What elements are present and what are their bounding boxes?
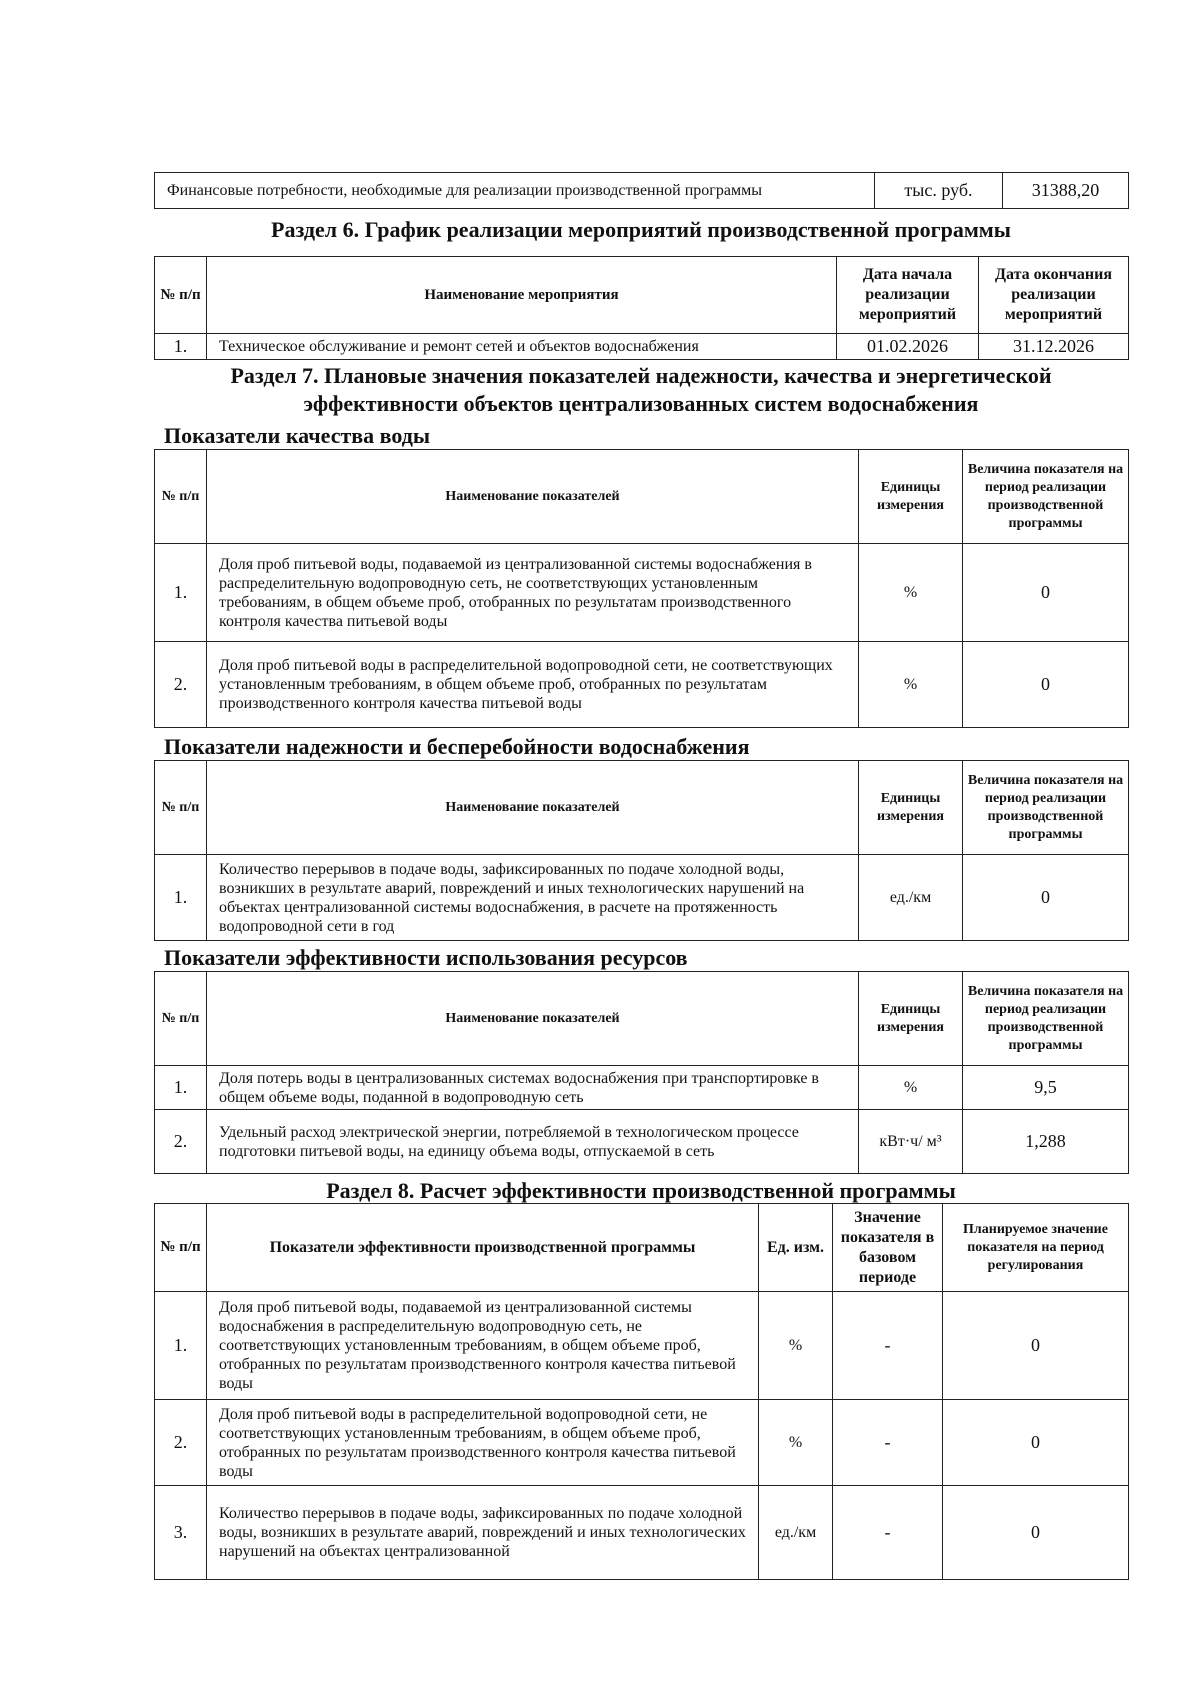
quality-subtitle: Показатели качества воды xyxy=(164,423,431,448)
s6-header-end: Дата окончания реализации мероприятий xyxy=(979,257,1129,334)
s8-row-unit: % xyxy=(759,1400,833,1486)
r-row-name: Количество перерывов в подаче воды, зафиксированных по подаче холодной воды, возникших в результате аварий, повреждений и иных технологических нарушений на объектах централизованной системы водоснабжения, в расчете на протяженность водопроводной сети в год xyxy=(207,855,859,941)
q-row-value: 0 xyxy=(963,642,1129,728)
reliability-subtitle: Показатели надежности и бесперебойности водоснабжения xyxy=(164,734,750,759)
s8-row-num: 1. xyxy=(155,1292,207,1400)
table-row xyxy=(155,1292,1129,1400)
e-row-unit: кВт·ч/ м³ xyxy=(859,1110,963,1174)
section8-title: Раздел 8. Расчет эффективности производственной программы xyxy=(326,1178,956,1203)
s8-row-name: Доля проб питьевой воды, подаваемой из централизованной системы водоснабжения в распределительную водопроводную сеть, не соответствующих установленным требованиям, в общем объеме проб, отобранных по результатам производственного контроля качества питьевой воды xyxy=(207,1292,759,1400)
q-header-value: Величина показателя на период реализации производственной программы xyxy=(963,450,1129,544)
e-header-num: № п/п xyxy=(155,972,207,1066)
e-header-name: Наименование показателей xyxy=(207,972,859,1066)
efficiency-table xyxy=(154,971,1129,1174)
table-row xyxy=(155,544,1129,642)
e-row-num: 1. xyxy=(155,1066,207,1110)
table-row xyxy=(155,855,1129,941)
q-row-unit: % xyxy=(859,544,963,642)
finance-unit: тыс. руб. xyxy=(875,173,1003,209)
s6-row-num: 1. xyxy=(155,334,207,360)
section8-table xyxy=(154,1203,1129,1580)
q-row-num: 1. xyxy=(155,544,207,642)
q-header-num: № п/п xyxy=(155,450,207,544)
table-row xyxy=(155,642,1129,728)
s8-row-name: Количество перерывов в подаче воды, зафиксированных по подаче холодной воды, возникших в результате аварий, повреждений и иных технологических нарушений на объектах централизованной xyxy=(207,1486,759,1580)
e-row-name: Доля потерь воды в централизованных системах водоснабжения при транспортировке в общем объеме воды, поданной в водопроводную сеть xyxy=(207,1066,859,1110)
s8-header-name: Показатели эффективности производственной программы xyxy=(207,1204,759,1292)
s8-row-name: Доля проб питьевой воды в распределительной водопроводной сети, не соответствующих установленным требованиям, в общем объеме проб, отобранных по результатам производственного контроля качества питьевой воды xyxy=(207,1400,759,1486)
q-row-unit: % xyxy=(859,642,963,728)
finance-table xyxy=(154,172,1129,209)
section7-title-line2: эффективности объектов централизованных систем водоснабжения xyxy=(303,391,979,416)
s8-row-base: - xyxy=(833,1486,943,1580)
section7-title-line1: Раздел 7. Плановые значения показателей надежности, качества и энергетической xyxy=(230,363,1052,388)
s6-header-start: Дата начала реализации мероприятий xyxy=(837,257,979,334)
s8-row-planned: 0 xyxy=(943,1292,1129,1400)
s8-header-unit: Ед. изм. xyxy=(759,1204,833,1292)
s8-row-num: 2. xyxy=(155,1400,207,1486)
s8-header-num: № п/п xyxy=(155,1204,207,1292)
efficiency-subtitle: Показатели эффективности использования ресурсов xyxy=(164,945,688,970)
s6-header-num: № п/п xyxy=(155,257,207,334)
e-row-num: 2. xyxy=(155,1110,207,1174)
s8-row-planned: 0 xyxy=(943,1400,1129,1486)
r-header-name: Наименование показателей xyxy=(207,761,859,855)
e-row-name: Удельный расход электрической энергии, потребляемой в технологическом процессе подготовки питьевой воды, на единицу объема воды, отпускаемой в сеть xyxy=(207,1110,859,1174)
table-row xyxy=(155,1110,1129,1174)
s8-row-base: - xyxy=(833,1292,943,1400)
q-row-num: 2. xyxy=(155,642,207,728)
s8-row-unit: % xyxy=(759,1292,833,1400)
s6-row-start: 01.02.2026 xyxy=(837,334,979,360)
section6-title: Раздел 6. График реализации мероприятий производственной программы xyxy=(271,217,1011,242)
table-row xyxy=(155,1066,1129,1110)
e-row-value: 9,5 xyxy=(963,1066,1129,1110)
s8-row-planned: 0 xyxy=(943,1486,1129,1580)
r-row-value: 0 xyxy=(963,855,1129,941)
e-row-unit: % xyxy=(859,1066,963,1110)
q-header-unit: Единицы измерения xyxy=(859,450,963,544)
e-header-unit: Единицы измерения xyxy=(859,972,963,1066)
section6-table xyxy=(154,256,1129,360)
e-header-value: Величина показателя на период реализации производственной программы xyxy=(963,972,1129,1066)
quality-table xyxy=(154,449,1129,728)
finance-label: Финансовые потребности, необходимые для реализации производственной программы xyxy=(155,173,875,209)
s6-row-end: 31.12.2026 xyxy=(979,334,1129,360)
s8-header-planned: Планируемое значение показателя на период регулирования xyxy=(943,1204,1129,1292)
r-row-num: 1. xyxy=(155,855,207,941)
r-header-num: № п/п xyxy=(155,761,207,855)
finance-value: 31388,20 xyxy=(1003,173,1129,209)
s8-row-num: 3. xyxy=(155,1486,207,1580)
q-row-name: Доля проб питьевой воды, подаваемой из централизованной системы водоснабжения в распределительную водопроводную сеть, не соответствующих установленным требованиям, в общем объеме проб, отобранных по результатам производственного контроля качества питьевой воды xyxy=(207,544,859,642)
r-row-unit: ед./км xyxy=(859,855,963,941)
table-row xyxy=(155,1400,1129,1486)
s8-header-base: Значение показателя в базовом периоде xyxy=(833,1204,943,1292)
e-row-value: 1,288 xyxy=(963,1110,1129,1174)
q-header-name: Наименование показателей xyxy=(207,450,859,544)
r-header-value: Величина показателя на период реализации производственной программы xyxy=(963,761,1129,855)
table-row xyxy=(155,1486,1129,1580)
s6-row-name: Техническое обслуживание и ремонт сетей и объектов водоснабжения xyxy=(207,334,837,360)
q-row-name: Доля проб питьевой воды в распределительной водопроводной сети, не соответствующих установленным требованиям, в общем объеме проб, отобранных по результатам производственного контроля качества питьевой воды xyxy=(207,642,859,728)
table-row xyxy=(155,334,1129,360)
reliability-table xyxy=(154,760,1129,941)
s8-row-unit: ед./км xyxy=(759,1486,833,1580)
r-header-unit: Единицы измерения xyxy=(859,761,963,855)
s6-header-name: Наименование мероприятия xyxy=(207,257,837,334)
q-row-value: 0 xyxy=(963,544,1129,642)
s8-row-base: - xyxy=(833,1400,943,1486)
